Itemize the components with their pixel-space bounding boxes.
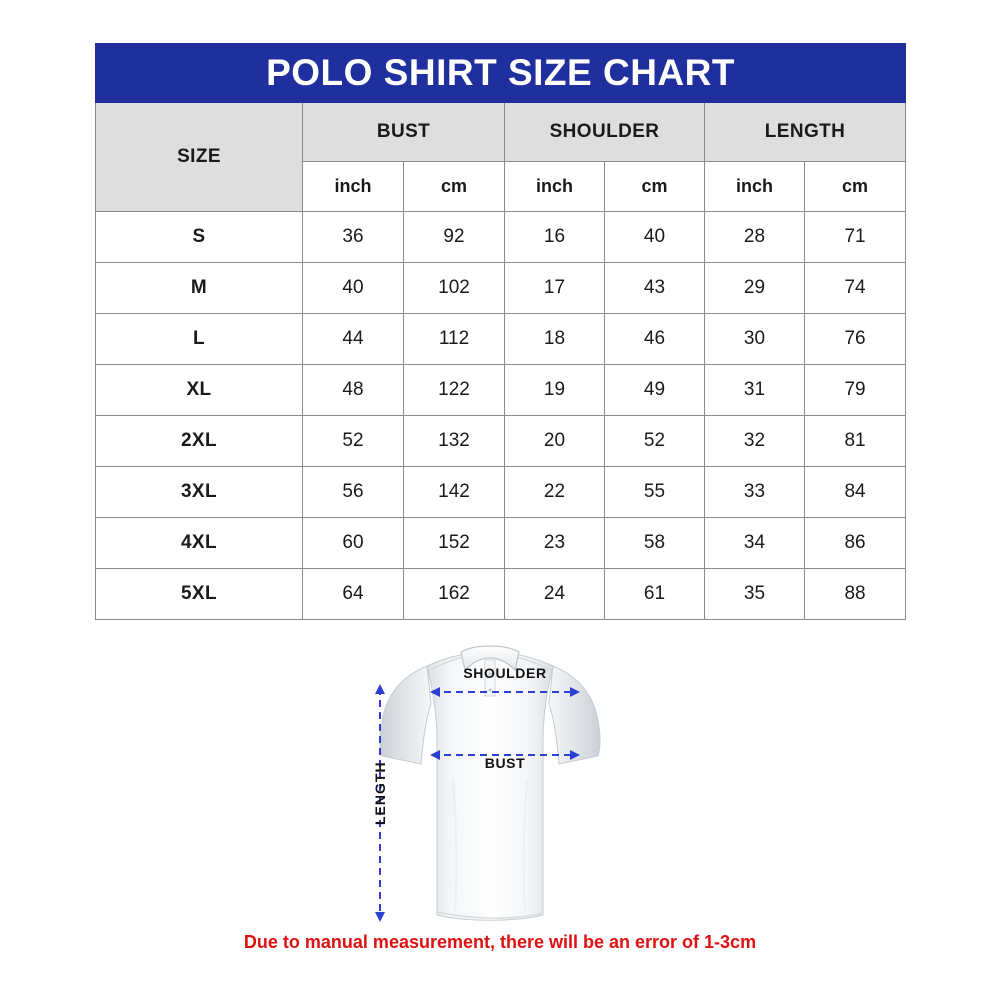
unit-length-cm: cm — [805, 162, 906, 212]
cell-size: 3XL — [96, 467, 303, 518]
cell-length-cm: 74 — [805, 263, 906, 314]
measurement-disclaimer: Due to manual measurement, there will be an error of 1-3cm — [243, 932, 757, 952]
chart-title-row — [96, 44, 906, 103]
cell-bust-cm: 102 — [404, 263, 505, 314]
cell-size: 2XL — [96, 416, 303, 467]
cell-bust-cm: 152 — [404, 518, 505, 569]
length-label: LENGTH — [372, 761, 388, 825]
cell-shoulder-cm: 40 — [605, 212, 705, 263]
unit-length-inch: inch — [705, 162, 805, 212]
unit-bust-cm: cm — [404, 162, 505, 212]
cell-length-inch: 32 — [705, 416, 805, 467]
cell-bust-inch: 60 — [303, 518, 404, 569]
shoulder-label: SHOULDER — [463, 665, 547, 681]
cell-shoulder-cm: 43 — [605, 263, 705, 314]
cell-size: 5XL — [96, 569, 303, 620]
cell-length-inch: 33 — [705, 467, 805, 518]
cell-size: M — [96, 263, 303, 314]
table-row — [96, 467, 906, 518]
cell-length-cm: 81 — [805, 416, 906, 467]
size-chart-table — [95, 43, 906, 620]
cell-shoulder-cm: 46 — [605, 314, 705, 365]
cell-bust-inch: 36 — [303, 212, 404, 263]
header-length: LENGTH — [705, 103, 906, 162]
unit-bust-inch: inch — [303, 162, 404, 212]
cell-length-inch: 30 — [705, 314, 805, 365]
cell-shoulder-inch: 19 — [505, 365, 605, 416]
cell-length-cm: 79 — [805, 365, 906, 416]
cell-bust-cm: 92 — [404, 212, 505, 263]
cell-length-cm: 88 — [805, 569, 906, 620]
cell-bust-inch: 56 — [303, 467, 404, 518]
unit-shoulder-inch: inch — [505, 162, 605, 212]
cell-bust-cm: 132 — [404, 416, 505, 467]
shirt-button — [488, 688, 491, 691]
cell-shoulder-inch: 22 — [505, 467, 605, 518]
cell-length-inch: 35 — [705, 569, 805, 620]
cell-bust-cm: 112 — [404, 314, 505, 365]
cell-length-cm: 71 — [805, 212, 906, 263]
cell-length-inch: 28 — [705, 212, 805, 263]
bust-label: BUST — [484, 755, 526, 771]
cell-length-cm: 84 — [805, 467, 906, 518]
cell-bust-inch: 52 — [303, 416, 404, 467]
cell-bust-cm: 142 — [404, 467, 505, 518]
table-row — [96, 569, 906, 620]
cell-size: XL — [96, 365, 303, 416]
cell-length-inch: 29 — [705, 263, 805, 314]
cell-size: 4XL — [96, 518, 303, 569]
cell-bust-inch: 64 — [303, 569, 404, 620]
table-row — [96, 416, 906, 467]
header-shoulder: SHOULDER — [505, 103, 705, 162]
cell-shoulder-inch: 20 — [505, 416, 605, 467]
cell-bust-cm: 162 — [404, 569, 505, 620]
header-bust: BUST — [303, 103, 505, 162]
cell-length-inch: 31 — [705, 365, 805, 416]
group-header-row — [96, 103, 906, 162]
size-chart-table-wrapper — [95, 43, 905, 620]
cell-shoulder-cm: 49 — [605, 365, 705, 416]
cell-shoulder-inch: 18 — [505, 314, 605, 365]
cell-shoulder-cm: 58 — [605, 518, 705, 569]
table-row — [96, 314, 906, 365]
cell-shoulder-inch: 24 — [505, 569, 605, 620]
cell-length-cm: 76 — [805, 314, 906, 365]
table-row — [96, 518, 906, 569]
page-title: POLO SHIRT SIZE CHART — [96, 44, 906, 103]
cell-shoulder-inch: 16 — [505, 212, 605, 263]
cell-bust-inch: 40 — [303, 263, 404, 314]
cell-shoulder-inch: 17 — [505, 263, 605, 314]
cell-length-inch: 34 — [705, 518, 805, 569]
cell-shoulder-cm: 55 — [605, 467, 705, 518]
table-row — [96, 212, 906, 263]
cell-size: L — [96, 314, 303, 365]
table-row — [96, 263, 906, 314]
cell-bust-inch: 48 — [303, 365, 404, 416]
table-row — [96, 365, 906, 416]
shirt-left-sleeve — [380, 666, 431, 764]
cell-shoulder-inch: 23 — [505, 518, 605, 569]
cell-shoulder-cm: 52 — [605, 416, 705, 467]
unit-shoulder-cm: cm — [605, 162, 705, 212]
cell-length-cm: 86 — [805, 518, 906, 569]
cell-size: S — [96, 212, 303, 263]
cell-bust-inch: 44 — [303, 314, 404, 365]
header-size: SIZE — [96, 103, 303, 212]
cell-bust-cm: 122 — [404, 365, 505, 416]
cell-shoulder-cm: 61 — [605, 569, 705, 620]
